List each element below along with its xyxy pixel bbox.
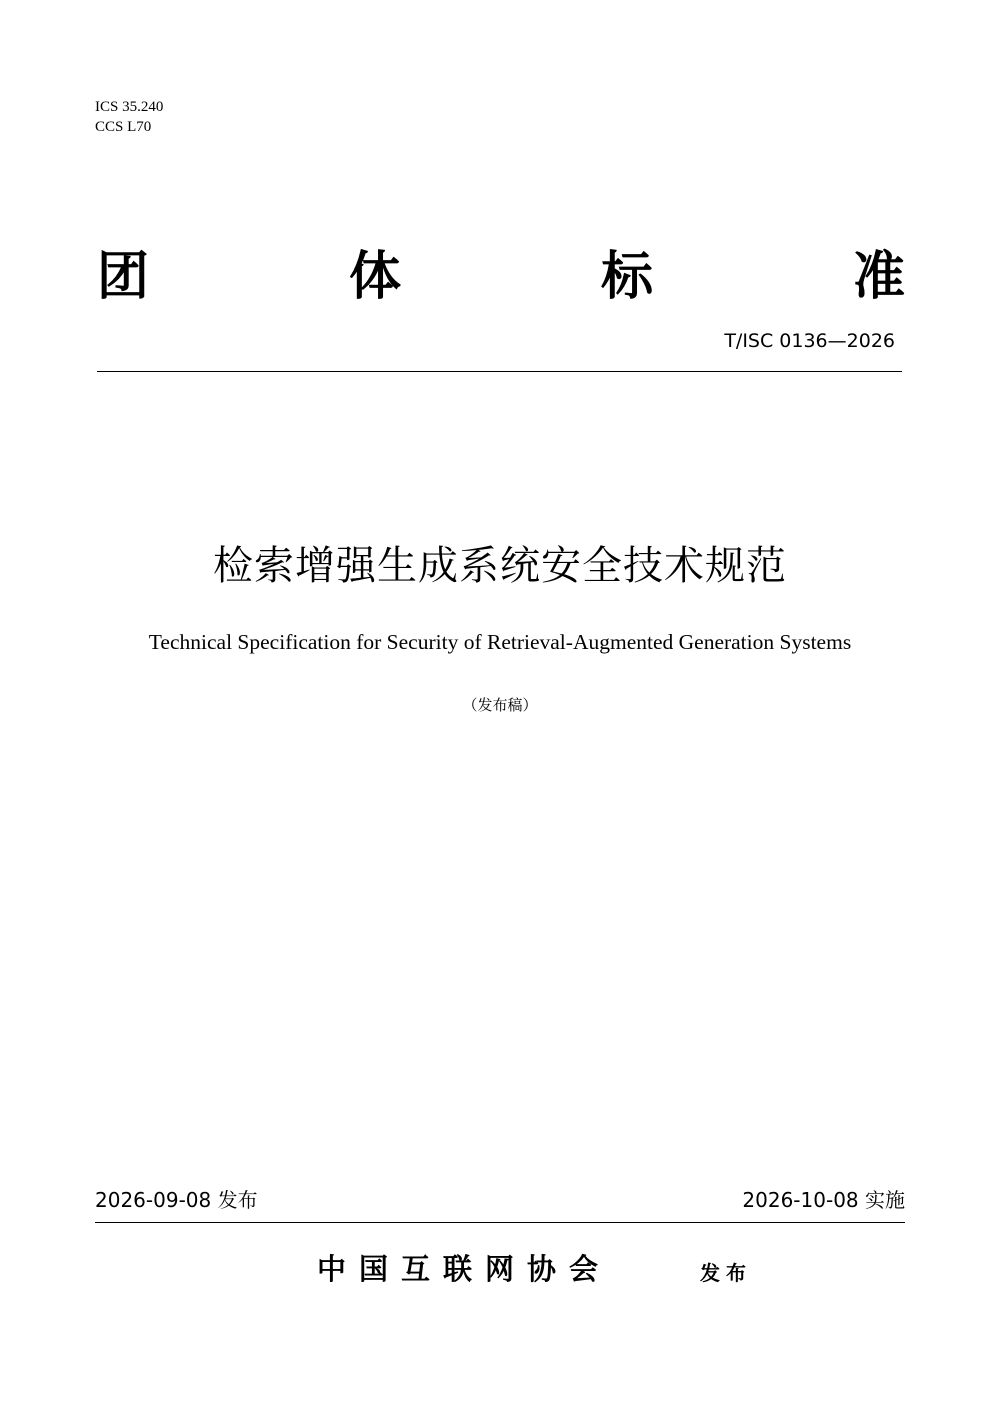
banner-char-4: 准 xyxy=(852,249,905,306)
ics-code: ICS 35.240 xyxy=(95,99,164,115)
publish-date: 2026-09-08 发布 xyxy=(95,1188,258,1212)
banner-char-3: 标 xyxy=(600,249,653,306)
title-chinese: 检索增强生成系统安全技术规范 xyxy=(213,543,787,589)
publisher-org: 中国互联网协会 xyxy=(317,1254,612,1286)
banner-char-2: 体 xyxy=(348,249,401,306)
implement-date: 2026-10-08 实施 xyxy=(742,1188,905,1212)
footer-divider xyxy=(95,1222,905,1223)
draft-status: （发布稿） xyxy=(462,696,538,714)
standard-number: T/ISC 0136—2026 xyxy=(724,330,895,352)
header-divider xyxy=(97,371,902,372)
title-english: Technical Specification for Security of Retrieval-Augmented Generation Systems xyxy=(148,630,852,654)
publisher-action: 发布 xyxy=(700,1263,752,1285)
ccs-code: CCS L70 xyxy=(95,119,152,135)
classification-codes xyxy=(95,97,163,137)
banner-char-1: 团 xyxy=(97,249,150,306)
standard-type-banner xyxy=(97,246,905,310)
